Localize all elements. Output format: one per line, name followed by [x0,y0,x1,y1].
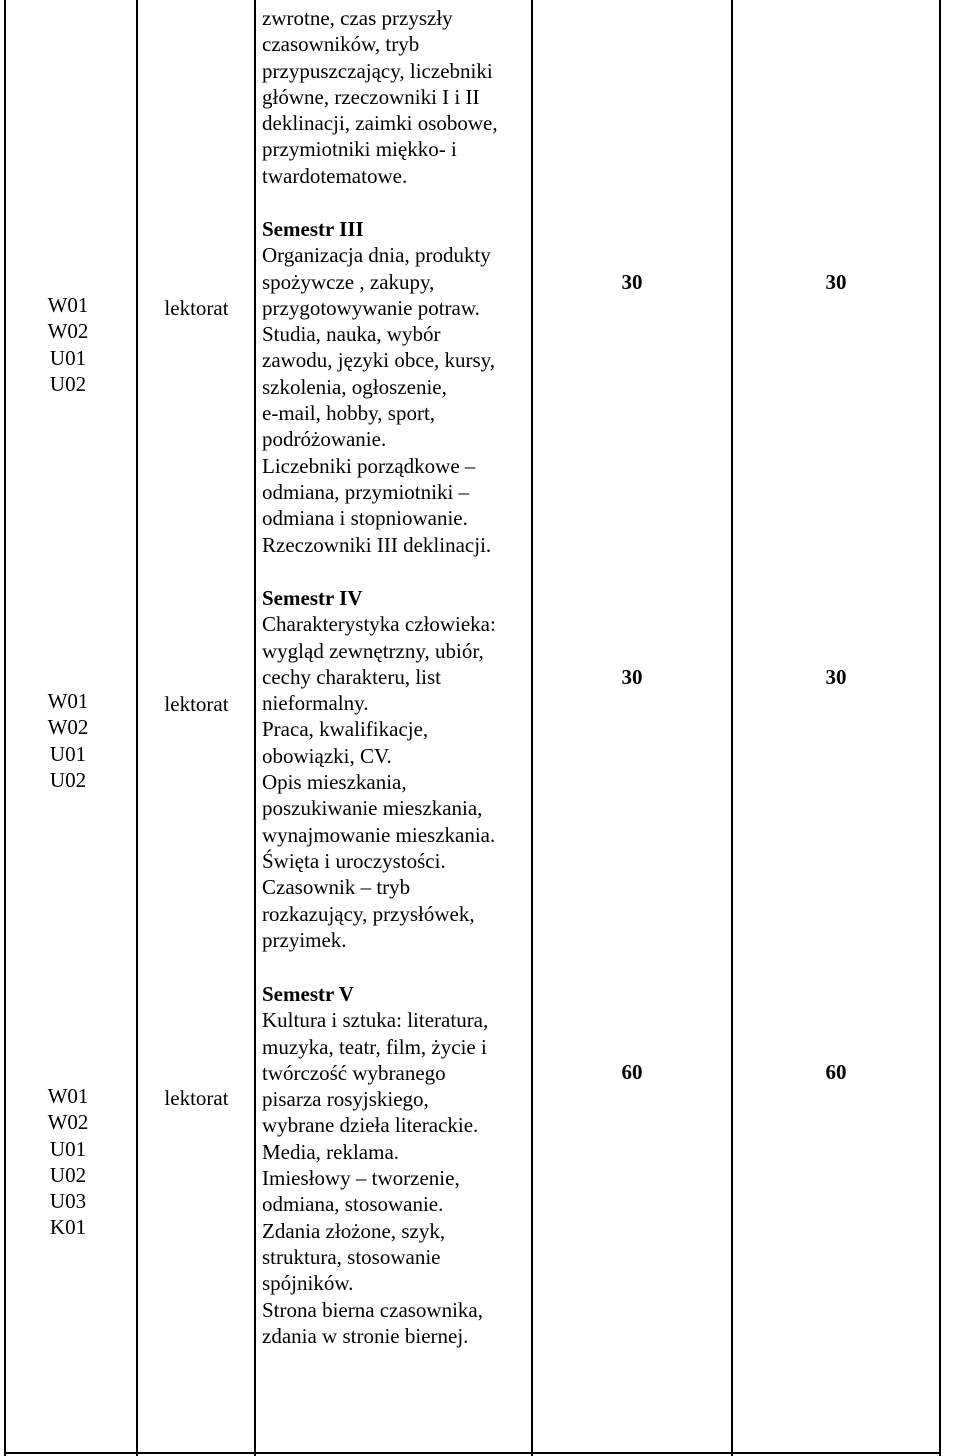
row-1-codes [0,292,136,397]
row-1-description [262,216,530,558]
desc-line: cechy charakteru, list [262,664,441,689]
code: U02 [49,371,87,396]
desc-line: e-mail, hobby, sport, [262,401,436,426]
desc-line: Praca, kwalifikacje, [262,717,429,742]
desc-line: Zdania złożone, szyk, [262,1218,446,1243]
row-1-form: lektorat [164,296,229,320]
row-2-description [262,585,530,953]
row-1-hours-b: 30 [825,270,847,294]
desc-line: odmiana i stopniowanie. [262,506,468,531]
desc-line: przymiotniki miękko- i [262,137,457,162]
desc-line: zwrotne, czas przyszły [262,6,453,30]
code: W02 [47,319,89,344]
desc-line: Strona bierna czasownika, [262,1297,484,1322]
desc-line: Media, reklama. [262,1139,400,1164]
desc-line: Charakterystyka człowieka: [262,612,496,637]
desc-line: odmiana, przymiotniki – [262,479,470,504]
continuation-text [262,5,530,189]
desc-line: zdania w stronie biernej. [262,1323,469,1348]
code: U02 [49,767,87,792]
desc-line: Rzeczowniki III deklinacji. [262,532,492,557]
desc-line: twardotematowe. [262,163,408,188]
row-2-hours-b: 30 [825,665,847,689]
desc-line: spożywcze , zakupy, [262,269,435,294]
desc-line: wynajmowanie mieszkania. [262,822,496,847]
desc-line: Czasownik – tryb [262,875,411,900]
row-2-codes [0,688,136,793]
desc-line: pisarza rosyjskiego, [262,1087,429,1112]
row-3-hours-a: 60 [621,1060,643,1084]
desc-line: wygląd zewnętrzny, ubiór, [262,638,484,663]
desc-line: główne, rzeczowniki I i II [262,84,480,109]
desc-line: deklinacji, zaimki osobowe, [262,111,498,136]
desc-line: wybrane dzieła literackie. [262,1113,479,1138]
code: U01 [49,345,87,370]
desc-line: przygotowywanie potraw. [262,295,480,320]
code: W01 [47,293,89,317]
code: U01 [49,1136,87,1161]
desc-line: struktura, stosowanie [262,1244,441,1269]
semester-title: Semestr III [262,217,364,241]
table-divider-1 [136,0,138,1456]
desc-line: rozkazujący, przysłówek, [262,901,475,926]
row-2-hours-a: 30 [621,665,643,689]
desc-line: Organizacja dnia, produkty [262,243,491,268]
table-divider-2 [254,0,256,1456]
table-border-bottom [4,1452,941,1454]
code: K01 [49,1215,87,1240]
code: W02 [47,715,89,740]
row-3-codes [0,1083,136,1241]
desc-line: Opis mieszkania, [262,770,407,795]
desc-line: twórczość wybranego [262,1060,446,1085]
desc-line: Studia, nauka, wybór [262,322,441,347]
desc-line: nieformalny. [262,691,369,716]
desc-line: przyimek. [262,927,347,952]
desc-line: obowiązki, CV. [262,743,392,768]
table-divider-3 [531,0,533,1456]
desc-line: zawodu, języki obce, kursy, [262,348,496,373]
row-3-hours-b: 60 [825,1060,847,1084]
table-divider-4 [731,0,733,1456]
row-3-description [262,981,530,1349]
desc-line: czasowników, tryb [262,32,420,57]
table-border-right [939,0,941,1456]
row-3-form: lektorat [164,1086,229,1110]
code: U02 [49,1162,87,1187]
desc-line: Liczebniki porządkowe – [262,453,476,478]
row-2-form: lektorat [164,692,229,716]
desc-line: odmiana, stosowanie. [262,1192,444,1217]
code: U03 [49,1189,87,1214]
desc-line: muzyka, teatr, film, życie i [262,1034,487,1059]
code: U01 [49,741,87,766]
desc-line: Święta i uroczystości. [262,848,446,873]
semester-title: Semestr V [262,982,354,1006]
code: W02 [47,1110,89,1135]
semester-title: Semestr IV [262,586,363,610]
code: W01 [47,689,89,713]
desc-line: szkolenia, ogłoszenie, [262,374,447,399]
desc-line: poszukiwanie mieszkania, [262,796,483,821]
code: W01 [47,1084,89,1108]
desc-line: spójników. [262,1271,354,1296]
row-1-hours-a: 30 [621,270,643,294]
desc-line: Kultura i sztuka: literatura, [262,1008,489,1033]
desc-line: przypuszczający, liczebniki [262,58,493,83]
desc-line: Imiesłowy – tworzenie, [262,1166,460,1191]
desc-line: podróżowanie. [262,427,387,452]
